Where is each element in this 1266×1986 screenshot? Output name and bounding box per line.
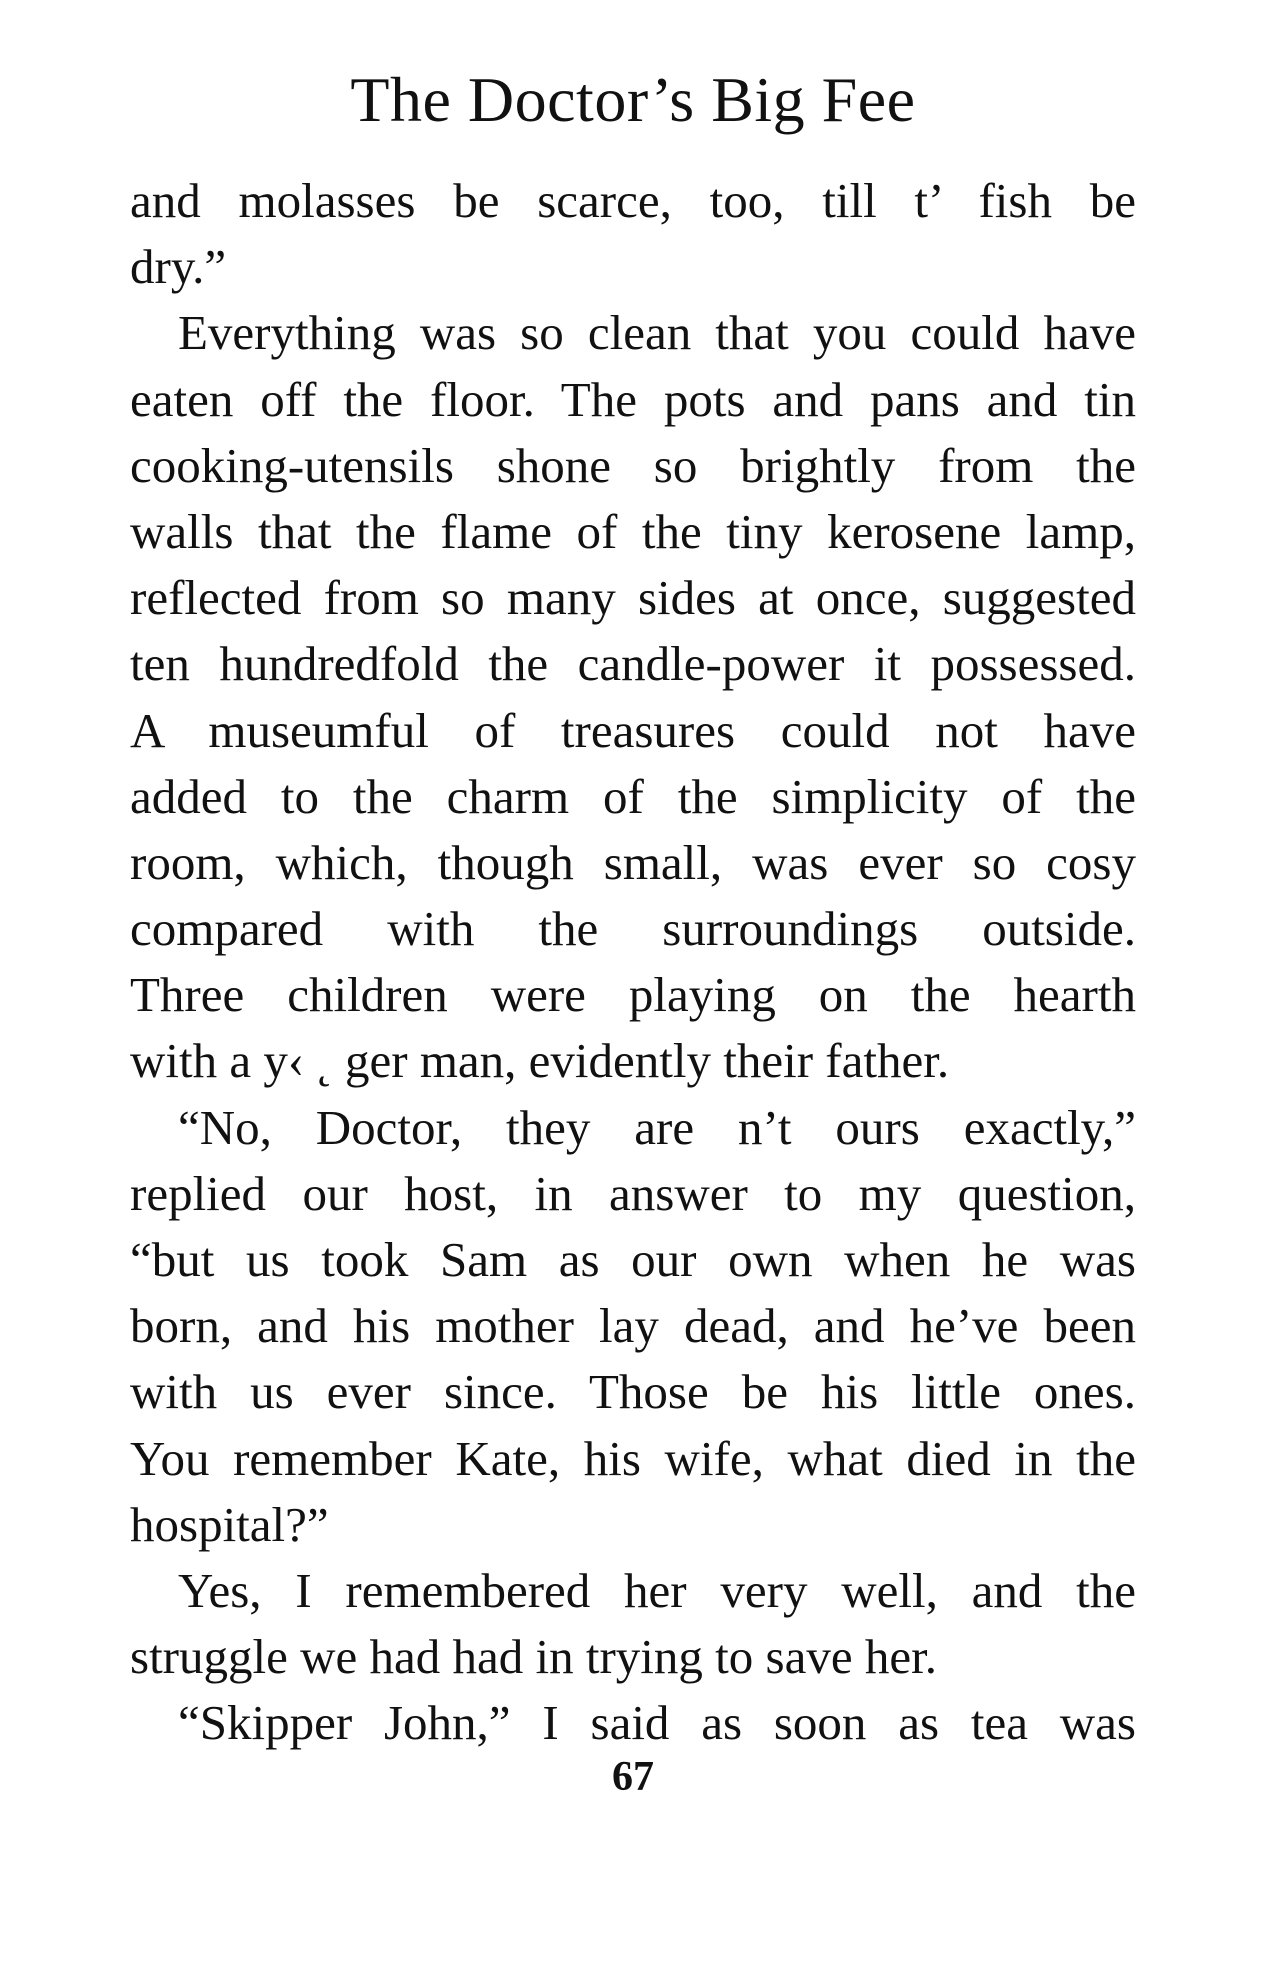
body-text bbox=[130, 168, 1136, 1757]
text-line: ten hundredfold the candle-power it possessed. bbox=[130, 636, 1136, 692]
text-line: “but us took Sam as our own when he was bbox=[130, 1232, 1136, 1287]
text-line: hospital?” bbox=[130, 1496, 329, 1552]
text-line: cooking-utensils shone so brightly from the bbox=[130, 437, 1136, 493]
text-line: A museumful of treasures could not have bbox=[130, 702, 1136, 758]
text-line: walls that the flame of the tiny kerosene lamp, bbox=[130, 503, 1136, 559]
page-number: 67 bbox=[612, 1754, 654, 1800]
text-line: Everything was so clean that you could have bbox=[178, 305, 1136, 361]
text-line: and molasses be scarce, too, till t’ fish be bbox=[130, 173, 1136, 228]
text-line: with a y‹ ˛ ger man, evidently their father. bbox=[130, 1033, 950, 1089]
text-line: struggle we had had in trying to save her. bbox=[130, 1629, 937, 1685]
text-line: dry.” bbox=[130, 239, 227, 295]
text-line: added to the charm of the simplicity of the bbox=[130, 768, 1136, 824]
text-line: room, which, though small, was ever so cosy bbox=[130, 834, 1136, 890]
running-head: The Doctor’s Big Fee bbox=[350, 64, 916, 135]
text-line: reflected from so many sides at once, suggested bbox=[130, 570, 1136, 626]
text-line: “No, Doctor, they are n’t ours exactly,” bbox=[178, 1099, 1136, 1155]
text-line: with us ever since. Those be his little ones. bbox=[130, 1364, 1136, 1420]
text-line: born, and his mother lay dead, and he’ve been bbox=[130, 1298, 1136, 1354]
text-line: Three children were playing on the hearth bbox=[130, 967, 1136, 1023]
text-line: “Skipper John,” I said as soon as tea was bbox=[178, 1695, 1136, 1751]
text-line: compared with the surroundings outside. bbox=[130, 901, 1136, 957]
text-line: You remember Kate, his wife, what died in the bbox=[130, 1430, 1136, 1486]
text-line: eaten off the floor. The pots and pans and tin bbox=[130, 371, 1136, 427]
text-line: replied our host, in answer to my question, bbox=[130, 1165, 1136, 1221]
text-line: Yes, I remembered her very well, and the bbox=[178, 1562, 1136, 1618]
